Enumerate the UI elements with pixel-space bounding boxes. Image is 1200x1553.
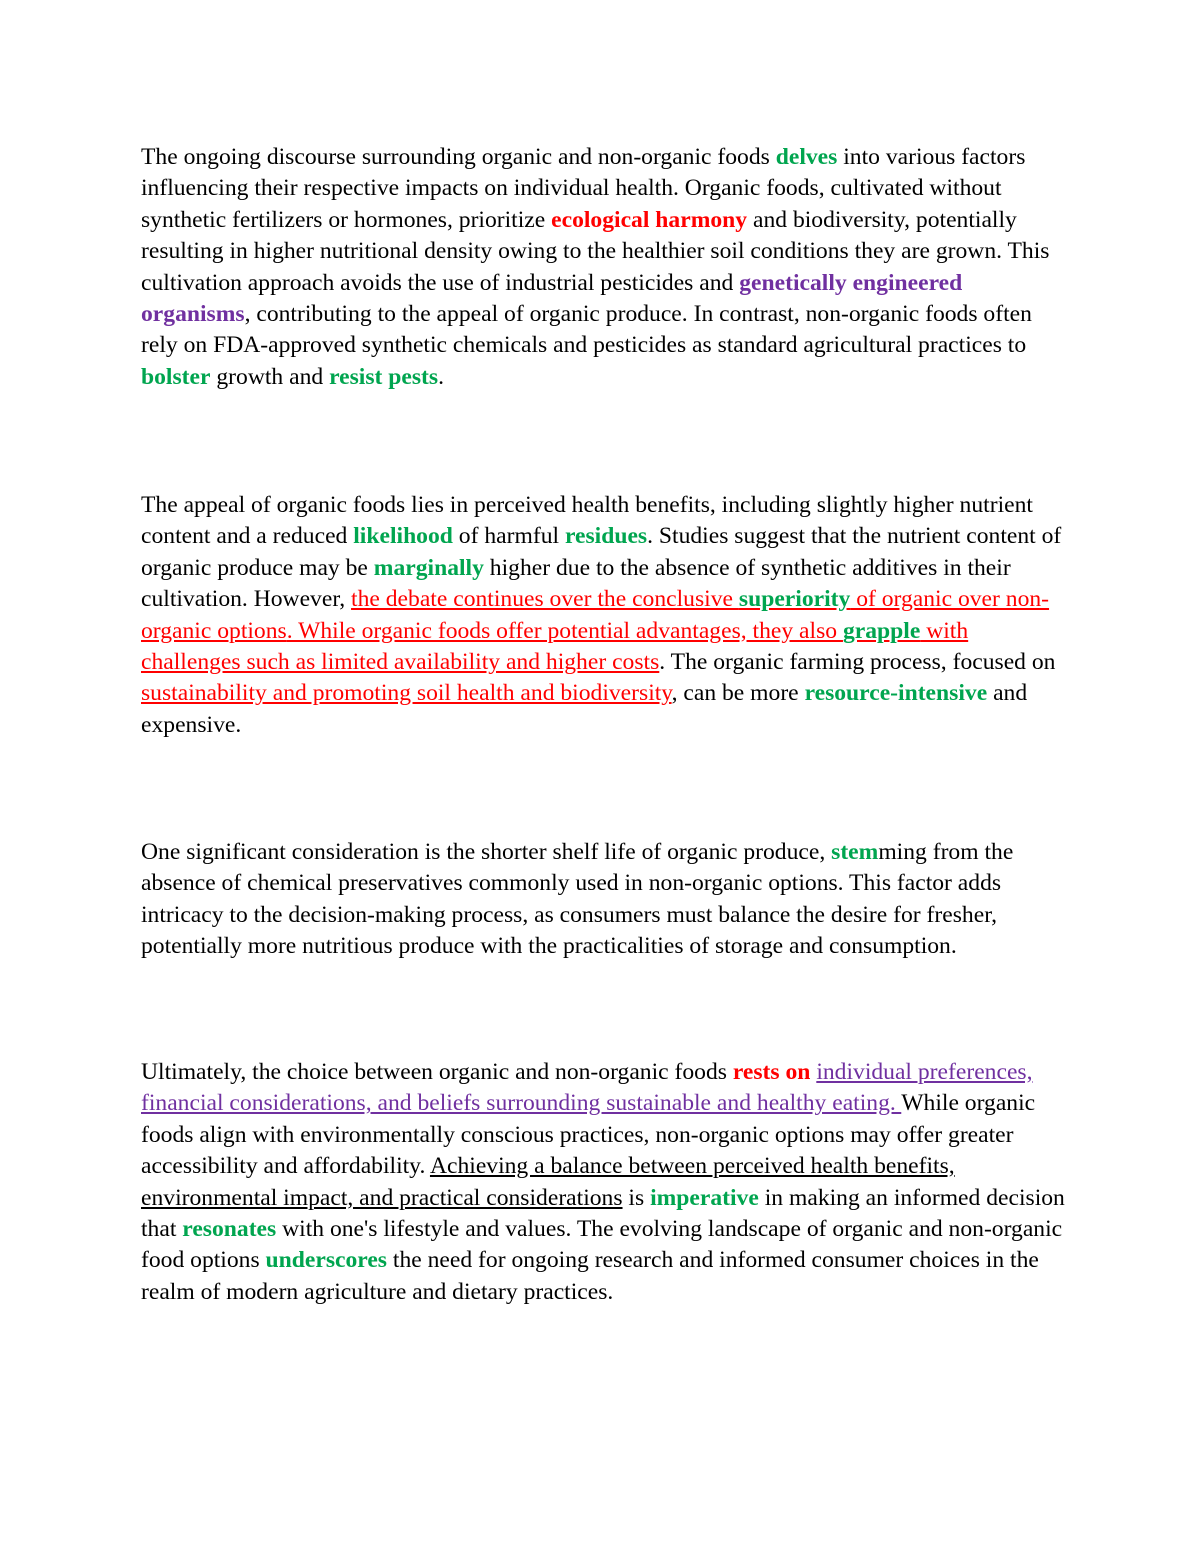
text-run: The appeal of organic foods lies in perceived health benefits, including slightly higher nutrient content and a reduced xyxy=(141,492,1033,550)
underlined-achieving-balance: Achieving a balance between perceived health benefits, environmental impact, and practical considerations xyxy=(141,1153,955,1211)
text-run: ming from the absence of chemical preservatives commonly used in non-organic options. This factor adds intricacy to the decision-making process, as consumers must balance the desire for fresher, potentially more nutritious produce with the practicalities of storage and consumption. xyxy=(141,839,1014,960)
keyword-underscores: underscores xyxy=(265,1247,387,1274)
text-run: in making an informed decision that xyxy=(141,1184,1065,1243)
keyword-grapple: grapple xyxy=(842,617,921,644)
keyword-likelihood: likelihood xyxy=(353,523,453,550)
keyword-residues: residues xyxy=(564,523,648,550)
text-run: growth and xyxy=(210,363,330,390)
text-run: and biodiversity, potentially resulting in higher nutritional density owing to the healthier soil conditions they are grown. This cultivation approach avoids the use of industrial pesticides and xyxy=(141,206,1050,296)
text-run: One significant consideration is the shorter shelf life of organic produce, xyxy=(141,839,832,865)
text-run: While organic foods align with environmentally conscious practices, non-organic options may offer greater accessibility and affordability. xyxy=(141,1090,1036,1180)
text-run: . xyxy=(438,363,444,390)
keyword-bolster: bolster xyxy=(141,363,211,390)
paragraph-3 xyxy=(141,837,1066,963)
keyword-delves: delves xyxy=(775,144,838,170)
underlined-sustainability: sustainability and promoting soil health and biodiversity xyxy=(141,680,672,707)
keyword-marginally: marginally xyxy=(373,554,484,581)
underlined-individual-preferences: individual preferences, financial considerations, and beliefs surrounding sustainable and healthy eating. xyxy=(141,1059,1033,1117)
paragraph-4 xyxy=(141,1057,1066,1308)
keyword-rests-on: rests on xyxy=(732,1059,811,1085)
keyword-genetically-engineered-organisms: genetically engineered organisms xyxy=(141,269,963,328)
underlined-claim-options: of organic over non-organic options xyxy=(141,586,1050,644)
paragraph-2 xyxy=(141,490,1066,741)
text-run: Ultimately, the choice between organic and non-organic foods xyxy=(141,1059,733,1085)
text-run: . Studies suggest that the nutrient content of organic produce may be xyxy=(141,523,1062,581)
text-run: . The organic farming process, focused on xyxy=(659,649,1056,676)
keyword-ecological-harmony: ecological harmony xyxy=(551,206,748,233)
keyword-superiority: superiority xyxy=(738,586,851,613)
text-run: The ongoing discourse surrounding organic and non-organic foods xyxy=(141,144,776,170)
keyword-imperative: imperative xyxy=(650,1184,759,1211)
underlined-claim-advantages: . While organic foods offer potential advantages, they also xyxy=(286,617,843,644)
text-run: of harmful xyxy=(452,523,565,550)
keyword-resonates: resonates xyxy=(182,1216,277,1243)
text-run: into various factors influencing their respective impacts on individual health. Organic foods, cultivated without synthetic fertilizers or hormones, prioritize xyxy=(141,144,1026,233)
paragraph-1 xyxy=(141,142,1066,393)
text-run: higher due to the absence of synthetic additives in their cultivation. However, xyxy=(141,554,1011,613)
text-run: , can be more xyxy=(671,680,805,707)
keyword-stem: stem xyxy=(831,839,879,865)
text-run: with one's lifestyle and values. The evolving landscape of organic and non-organic food options xyxy=(141,1216,1063,1274)
text-run: , contributing to the appeal of organic produce. In contrast, non-organic foods often rely on FDA-approved synthetic chemicals and pesticides as standard agricultural practices to xyxy=(141,301,1032,359)
underlined-claim-debate: the debate continues over the conclusive xyxy=(351,586,739,613)
text-run: and expensive. xyxy=(141,680,1028,738)
keyword-resist-pests: resist pests xyxy=(329,363,439,390)
underlined-claim-challenges: with challenges such as limited availability and higher costs xyxy=(141,617,969,676)
text-run: is xyxy=(622,1184,651,1211)
text-run: the need for ongoing research and informed consumer choices in the realm of modern agriculture and dietary practices. xyxy=(141,1247,1039,1305)
keyword-resource-intensive: resource-intensive xyxy=(804,680,988,707)
